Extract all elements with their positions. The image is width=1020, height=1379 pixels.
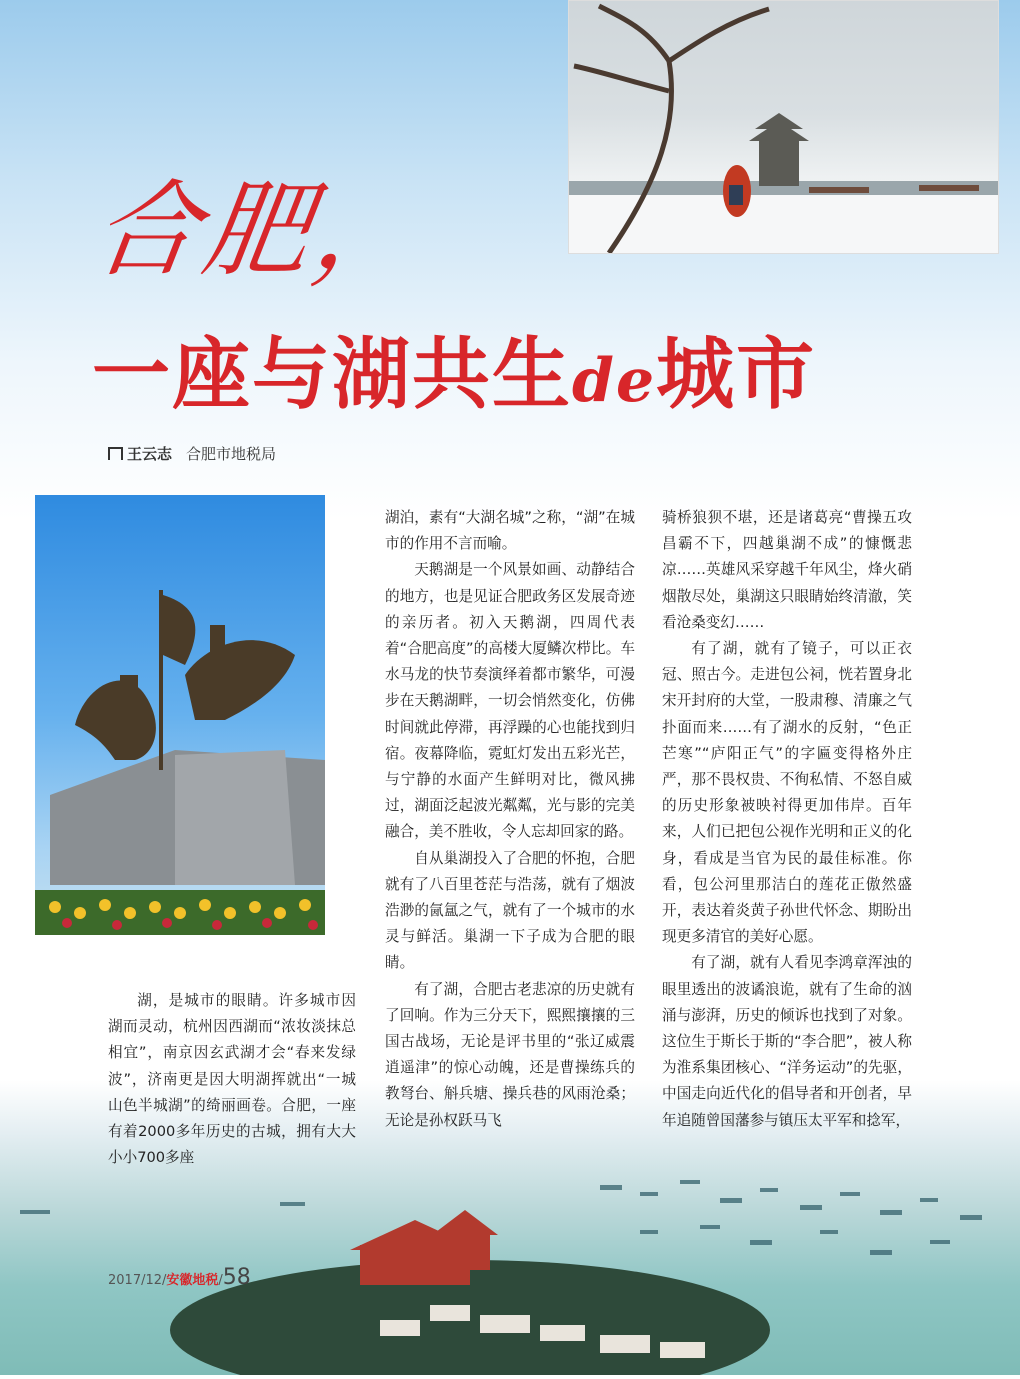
article-column-1 (108, 988, 356, 1171)
snow-park-photo (568, 0, 999, 254)
title-line-2-part-b: 城市 (656, 330, 817, 420)
paragraph: 天鹅湖是一个风景如画、动静结合的地方，也是见证合肥政务区发展奇迹的亲历者。初入天鹅湖，四周代表着“合肥高度”的高楼大厦鳞次栉比。车水马龙的快节奏演绎着都市繁华，可漫步在天鹅湖畔，一切会悄然变化，仿佛时间就此停滞，再浮躁的心也能找到归宿。夜幕降临，霓虹灯发出五彩光芒，与宁静的水面产生鲜明对比，微风拂过，湖面泛起波光粼粼，光与影的完美融合，美不胜收，令人忘却回家的路。 (385, 561, 635, 841)
paragraph: 有了湖，合肥古老悲凉的历史就有了回响。作为三分天下，熙熙攘攘的三国古战场，无论是评书里的“张辽威震逍遥津”的惊心动魄，还是曹操练兵的教弩台、斛兵塘、操兵巷的风雨沧桑；无论是孙权跃马飞 (385, 980, 635, 1129)
paragraph: 湖，是城市的眼睛。许多城市因湖而灵动，杭州因西湖而“浓妆淡抹总相宜”，南京因玄武湖才会“春来发绿波”，济南更是因大明湖挥就出“一城山色半城湖”的绮丽画卷。合肥，一座有着2000多年历史的古城，拥有大大小小700多座 (108, 992, 356, 1167)
snow-scene (569, 1, 998, 253)
footer-magazine: 安徽地税 (166, 1273, 219, 1288)
footer-date: 2017/12/ (108, 1273, 167, 1288)
footer-separator: / (218, 1273, 223, 1288)
paragraph: 有了湖，就有人看见李鸿章浑浊的眼里透出的波谲浪诡，就有了生命的汹涌与澎湃，历史的倾诉也找到了对象。这位生于斯长于斯的“李合肥”，被人称为淮系集团核心、“洋务运动”的先驱，中国走向近代化的倡导者和开创者，早年追随曾国藩参与镇压太平军和捻军， (662, 954, 912, 1129)
paragraph: 有了湖，就有了镜子，可以正衣冠、照古今。走进包公祠，恍若置身北宋开封府的大堂，一股肃穆、清廉之气扑面而来……有了湖水的反射，“色正芒寒”“庐阳正气”的字匾变得格外庄严，那不畏权贵、不徇私情、不怒自威的历史形象被映衬得更加伟岸。百年来，人们已把包公视作光明和正义的化身，看成是当官为民的最佳标准。你看，包公河里那洁白的莲花正傲然盛开，表达着炎黄子孙世代怀念、期盼出现更多清官的美好心愿。 (662, 640, 912, 946)
article-column-2 (385, 505, 635, 1134)
statue-scene (35, 495, 325, 935)
page-footer (108, 1265, 251, 1290)
title-line-2-de: de (572, 346, 657, 416)
title-line-2-part-a: 一座与湖共生 (92, 330, 573, 420)
author-organization: 合肥市地税局 (186, 445, 277, 463)
article-column-3 (662, 505, 912, 1134)
page-number: 58 (222, 1265, 251, 1290)
title-line-2 (92, 330, 817, 420)
byline-mark-icon (108, 447, 123, 460)
byline (108, 443, 276, 464)
paragraph: 自从巢湖投入了合肥的怀抱，合肥就有了八百里苍茫与浩荡，就有了烟波浩渺的氤氲之气，就有了一个城市的水灵与鲜活。巢湖一下子成为合肥的眼睛。 (385, 849, 635, 972)
paragraph: 湖泊，素有“大湖名城”之称，“湖”在城市的作用不言而喻。 (385, 509, 635, 553)
title-line-1: 合肥， (86, 169, 434, 291)
author-name: 王云志 (127, 445, 173, 463)
paragraph: 骑桥狼狈不堪，还是诸葛亮“曹操五攻昌霸不下，四越巢湖不成”的慷慨悲凉……英雄风采穿越千年风尘，烽火硝烟散尽处，巢湖这只眼睛始终清澈，笑看沧桑变幻…… (662, 509, 912, 631)
statue-photo (35, 495, 325, 935)
